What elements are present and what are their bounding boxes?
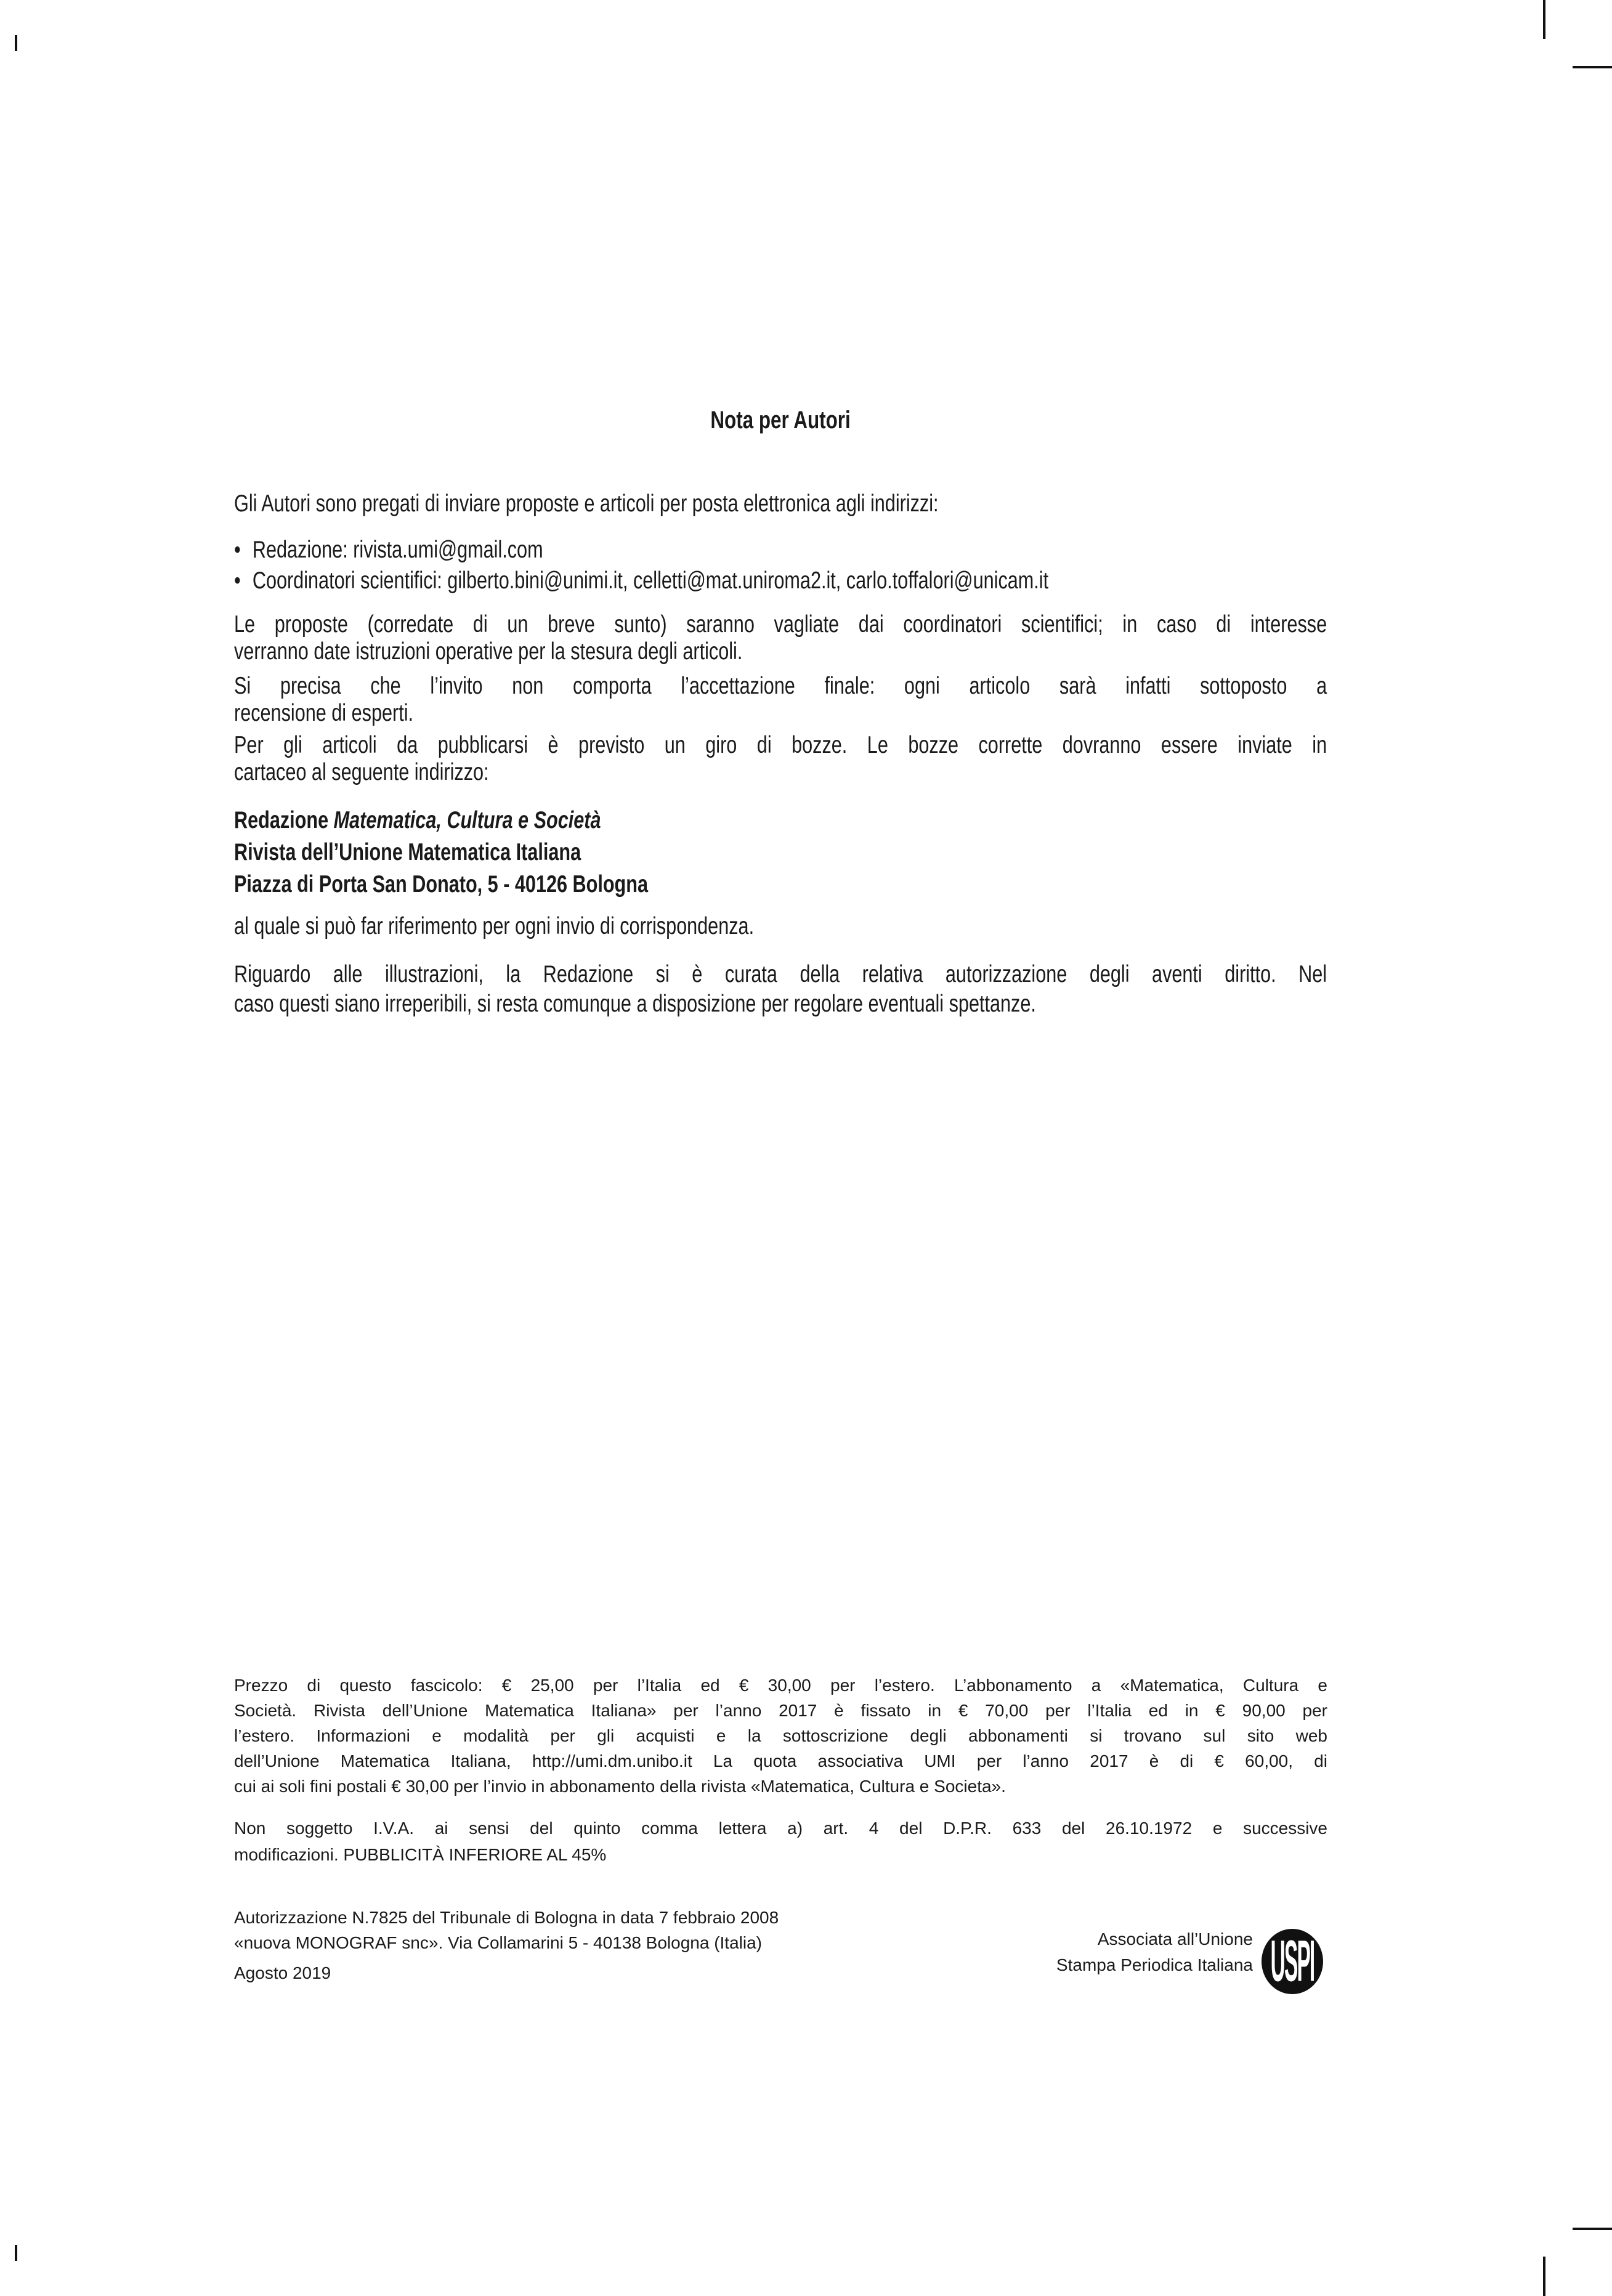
paragraph-illustrations-line: Riguardo alle illustrazioni, la Redazione si è curata della relativa autorizzazione degli aventi diritto. Nel [234,961,1327,988]
crop-mark-top-left [15,35,17,51]
address-line-street: Piazza di Porta San Donato, 5 - 40126 Bologna [234,871,648,898]
vat-notice-line: Non soggetto I.V.A. ai sensi del quinto comma lettera a) art. 4 del D.P.R. 633 del 26.10.1972 e successive [234,1819,1327,1838]
paragraph-proposals-line: Le proposte (corredate di un breve sunto) saranno vagliate dai coordinatori scientifici; in caso di interesse [234,611,1327,638]
address-redazione-label: Redazione [234,807,334,834]
crop-mark-top-right-vertical [1543,0,1545,39]
address-line-redazione [234,805,1327,837]
crop-mark-bottom-left [15,2245,17,2261]
coordinatori-email-text: Coordinatori scientifici: gilberto.bini@unimi.it, celletti@mat.uniroma2.it, carlo.toffalori@unicam.it [252,567,1049,594]
crop-mark-bottom-right-horizontal [1573,2228,1612,2230]
crop-mark-bottom-right-vertical [1543,2257,1545,2296]
paragraph-proofs-line: Per gli articoli da pubblicarsi è previsto un giro di bozze. Le bozze corrette dovranno essere inviate in [234,732,1327,758]
printer-line: «nuova MONOGRAF snc». Via Collamarini 5 - 40138 Bologna (Italia) [234,1933,762,1952]
paragraph-proofs [234,732,1327,786]
paragraph-proofs-line: cartaceo al seguente indirizzo: [234,759,489,785]
journal-name-italic: Matematica, Cultura e Società [333,807,601,834]
bullet-icon: • [234,537,241,563]
association-line: Stampa Periodica Italiana [1056,1955,1253,1974]
pricing-line: Società. Rivista dell’Unione Matematica Italiana» per l’anno 2017 è fissato in € 70,00 per l’Italia ed in € 90,00 per [234,1701,1327,1720]
association-line: Associata all’Unione [1097,1929,1253,1949]
association-note [1056,1926,1253,1978]
intro-paragraph: Gli Autori sono pregati di inviare proposte e articoli per posta elettronica agli indirizzi: [234,490,939,517]
editorial-address [234,805,1327,901]
uspi-logo-text: USPI [1270,1929,1314,1994]
bullet-item-redazione [234,535,1327,566]
pricing-line: l’estero. Informazioni e modalità per gli acquisti e la sottoscrizione degli abbonamenti si trovano sul sito web [234,1726,1327,1745]
issue-date: Agosto 2019 [234,1963,331,1982]
bullet-item-coordinatori [234,566,1327,596]
vat-notice [234,1815,1327,1868]
paragraph-proposals-line: verranno date istruzioni operative per la stesura degli articoli. [234,638,743,665]
paragraph-review-note-line: recensione di esperti. [234,700,414,726]
paragraph-review-note-line: Si precisa che l’invito non comporta l’accettazione finale: ogni articolo sarà infatti sottoposto a [234,673,1327,699]
main-text-block [234,407,1327,1019]
crop-mark-top-right-horizontal [1573,66,1612,68]
uspi-logo [1262,1929,1323,1994]
page-title: Nota per Autori [710,407,851,434]
redazione-email-text: Redazione: rivista.umi@gmail.com [252,537,543,563]
pricing-paragraph [234,1673,1327,1799]
paragraph-illustrations [234,960,1327,1019]
contact-bullet-list [234,535,1327,596]
pricing-line: dell’Unione Matematica Italiana, http://umi.dm.unibo.it La quota associativa UMI per l’anno 2017 è di € 60,00, di [234,1751,1327,1771]
pricing-line: Prezzo di questo fascicolo: € 25,00 per l’Italia ed € 30,00 per l’estero. L’abbonamento a «Matematica, Cultura e [234,1676,1327,1695]
bullet-icon: • [234,567,241,594]
paragraph-proposals [234,611,1327,665]
vat-notice-line: modificazioni. PUBBLICITÀ INFERIORE AL 45% [234,1845,607,1864]
pricing-line: cui ai soli fini postali € 30,00 per l’invio in abbonamento della rivista «Matematica, Cultura e Societa». [234,1777,1006,1796]
address-line-rivista: Rivista dell’Unione Matematica Italiana [234,839,581,866]
reference-note: al quale si può far riferimento per ogni invio di corrispondenza. [234,913,755,939]
paragraph-illustrations-line: caso questi siano irreperibili, si resta comunque a disposizione per regolare eventuali spettanze. [234,991,1036,1017]
paragraph-review-note [234,673,1327,727]
authorization-line: Autorizzazione N.7825 del Tribunale di Bologna in data 7 febbraio 2008 [234,1908,779,1927]
